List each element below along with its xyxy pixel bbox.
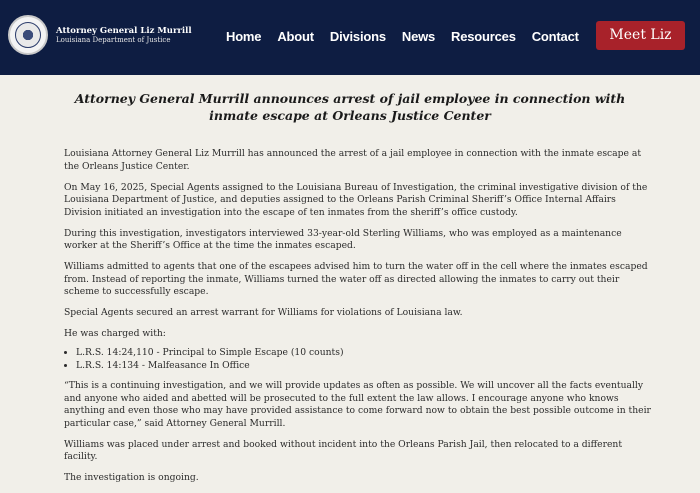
charge-item: • L.R.S. 14:24,110 - Principal to Simple Escape (10 counts) xyxy=(76,347,654,360)
nav-contact[interactable]: Contact xyxy=(531,29,579,44)
main-nav xyxy=(226,28,595,46)
department-seal-logo[interactable] xyxy=(8,15,48,55)
article-paragraph: Special Agents secured an arrest warrant for Williams for violations of Louisiana law. xyxy=(64,307,463,318)
article-title: Attorney General Murrill announces arrest of jail employee in connection with inmate escape at Orleans Justice Center xyxy=(74,91,626,124)
brand-subtitle: Louisiana Department of Justice xyxy=(56,36,171,44)
article-paragraph: Louisiana Attorney General Liz Murrill has announced the arrest of a jail employee in connection with the inmate escape at the Orleans Justice Center. xyxy=(64,148,642,172)
brand-name[interactable]: Attorney General Liz Murrill xyxy=(56,26,192,36)
header-bar xyxy=(0,0,700,75)
article-paragraph: Williams admitted to agents that one of the escapees advised him to turn the water off in the cell where the inmates escaped from. Instead of reporting the inmate, Williams turned the water off as directed allowing the inmates to carry out their scheme to successfully escape. xyxy=(64,261,648,297)
nav-resources[interactable]: Resources xyxy=(451,29,516,44)
seal-emblem-icon xyxy=(15,22,41,48)
article-paragraph: The investigation is ongoing. xyxy=(64,472,199,483)
charges-list xyxy=(64,347,654,372)
nav-news[interactable]: News xyxy=(401,29,436,44)
article-paragraph: Williams was placed under arrest and booked without incident into the Orleans Parish Jail, then relocated to a different facility. xyxy=(64,438,623,462)
article-quote: “This is a continuing investigation, and we will provide updates as often as possible. We will uncover all the facts eventually and anyone who aided and abetted will be prosecuted to the full extent the law allows. I encourage anyone who knows anything and even those who may have provided assistance to come forward now to obtain the best possible outcome in their particular case,” said Attorney General Murrill. xyxy=(64,380,651,429)
nav-divisions[interactable]: Divisions xyxy=(329,29,386,44)
nav-about[interactable]: About xyxy=(277,29,314,44)
charge-item: • L.R.S. 14:134 - Malfeasance In Office xyxy=(76,360,654,373)
article-paragraph: During this investigation, investigators interviewed 33-year-old Sterling Williams, who was employed as a maintenance worker at the Sheriff’s Office at the time the inmates escaped. xyxy=(64,227,622,251)
meet-liz-button[interactable]: Meet Liz xyxy=(596,21,685,50)
article-paragraph: He was charged with: xyxy=(64,328,166,339)
nav-home[interactable]: Home xyxy=(226,29,262,44)
article-paragraph: On May 16, 2025, Special Agents assigned to the Louisiana Bureau of Investigation, the criminal investigative division of the Louisiana Department of Justice, and deputies assigned to the Orleans Parish Criminal Sheriff’s Office Internal Affairs Division initiated an investigation into the escape of ten inmates from the sheriff’s office custody. xyxy=(64,181,648,218)
article-body xyxy=(64,148,654,493)
